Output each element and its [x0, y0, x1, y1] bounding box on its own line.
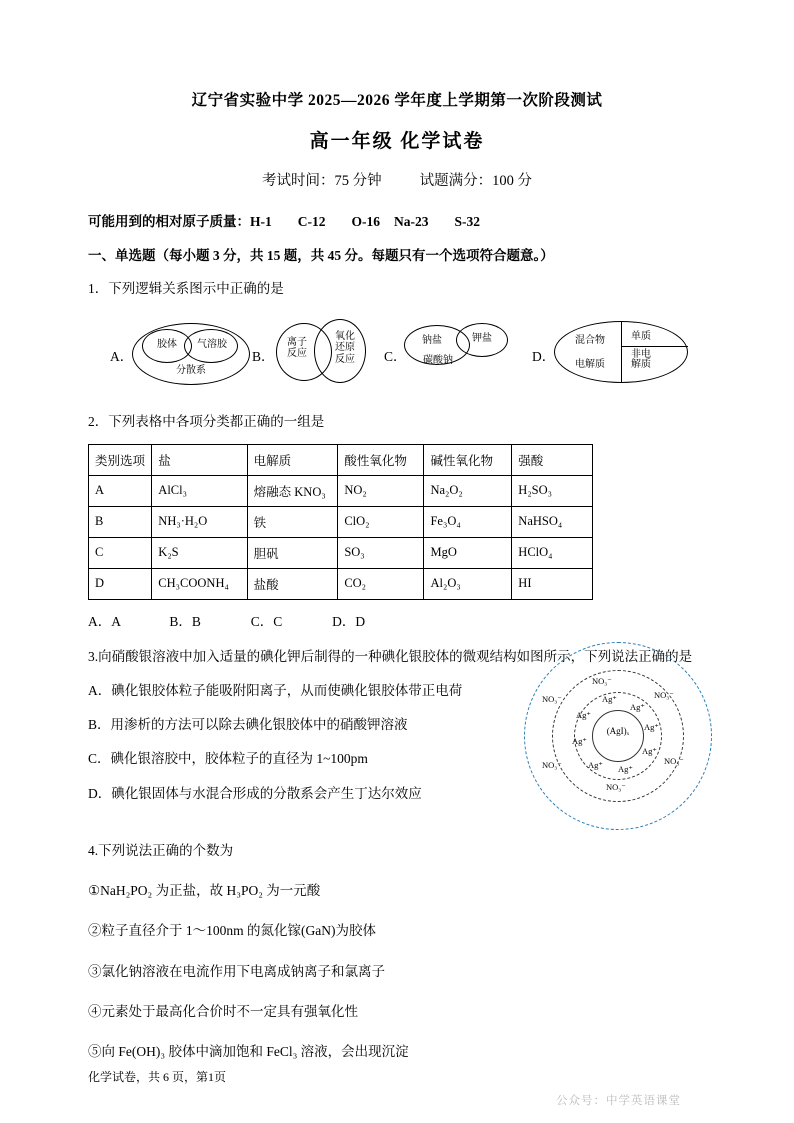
table-row	[89, 568, 593, 599]
q1-a-text-3: 分散系	[176, 364, 206, 376]
q3-option-d: D．碘化银固体与水混合形成的分散系会产生丁达尔效应	[88, 785, 422, 801]
ion-ag: Ag⁺	[644, 721, 659, 732]
question-1-stem: 1．下列逻辑关系图示中正确的是	[88, 281, 284, 296]
section-1-heading: 一、单选题（每小题 3 分，共 15 题，共 45 分。每题只有一个选项符合题意。）	[88, 248, 554, 263]
q1-d-text-2: 电解质	[575, 358, 605, 370]
ion-ag: Ag⁺	[588, 759, 603, 770]
table-cell: 铁	[247, 506, 338, 537]
table-header-cell: 强酸	[512, 444, 593, 475]
question-2-stem: 2．下列表格中各项分类都正确的一组是	[88, 413, 325, 429]
q1-choice-b-label: B．	[252, 348, 275, 364]
colloid-core	[592, 710, 644, 762]
table-header-cell: 盐	[152, 444, 247, 475]
exam-meta	[88, 169, 706, 190]
q1-c-text-1: 钠盐	[422, 334, 442, 346]
table-cell: HI	[512, 568, 593, 599]
q1-b-text-1: 离子反应	[287, 336, 307, 360]
colloid-structure-figure	[518, 636, 718, 836]
q2-option-b: B．B	[169, 613, 201, 629]
atomic-mass-c: C-12	[297, 214, 326, 229]
question-4-stem: 4.下列说法正确的个数为	[88, 843, 234, 858]
ion-ag: Ag⁺	[576, 709, 591, 720]
q1-choice-d	[532, 311, 692, 397]
q1-a-text-2: 气溶胶	[197, 338, 227, 350]
question-1-figure	[88, 311, 706, 397]
atomic-mass-label: 可能用到的相对原子质量：	[88, 214, 250, 229]
q1-d-divider	[621, 322, 622, 382]
table-row	[89, 475, 593, 506]
q1-choice-c	[384, 311, 530, 397]
q4-item-4: ④元素处于最高化合价时不一定具有强氧化性	[88, 1003, 358, 1019]
table-cell: Fe₃O₄	[424, 506, 512, 537]
q1-choice-c-label: C．	[384, 348, 407, 364]
ion-no3: NO₃⁻	[542, 693, 562, 704]
atomic-mass-h: H-1	[250, 214, 272, 229]
table-cell: NO₂	[338, 475, 424, 506]
q4-item-5: ⑤向 Fe(OH)₃ 胶体中滴加饱和 FeCl₃ 溶液，会出现沉淀	[88, 1044, 409, 1060]
colloid-core-label: (AgI)ₓ	[606, 725, 630, 736]
table-cell: B	[89, 506, 152, 537]
table-header-cell: 电解质	[247, 444, 338, 475]
question-2-table	[88, 444, 593, 600]
table-cell: 胆矾	[247, 537, 338, 568]
q1-d-text-1: 混合物	[575, 334, 605, 346]
q1-a-text-1: 胶体	[157, 338, 177, 350]
table-cell: HClO₄	[512, 537, 593, 568]
table-header-cell: 碱性氧化物	[424, 444, 512, 475]
q1-d-text-3: 单质	[631, 330, 651, 342]
q1-c-text-2: 钾盐	[472, 332, 492, 344]
table-cell: NaHSO₄	[512, 506, 593, 537]
q4-item-3: ③氯化钠溶液在电流作用下电离成钠离子和氯离子	[88, 963, 385, 979]
table-cell: NH₃·H₂O	[152, 506, 247, 537]
q2-option-d: D．D	[332, 613, 366, 629]
watermark: 公众号：中学英语课堂	[556, 1095, 681, 1107]
q3-option-c: C．碘化银溶胶中，胶体粒子的直径为 1~100pm	[88, 751, 368, 767]
table-cell: A	[89, 475, 152, 506]
table-cell: Na₂O₂	[424, 475, 512, 506]
q4-item-2: ②粒子直径介于 1～100nm 的氮化镓(GaN)为胶体	[88, 923, 376, 939]
ion-ag: Ag⁺	[618, 763, 633, 774]
question-3-options	[88, 679, 508, 806]
table-cell: AlCl₃	[152, 475, 247, 506]
table-cell: Al₂O₃	[424, 568, 512, 599]
exam-duration: 考试时间：75 分钟	[262, 173, 382, 189]
q1-b-text-2: 氧化还原反应	[335, 330, 355, 365]
ion-no3: NO₃⁻	[664, 755, 684, 766]
ion-no3: NO₃⁻	[606, 781, 626, 792]
table-row	[89, 537, 593, 568]
ion-no3: NO₃⁻	[654, 689, 674, 700]
q1-d-text-4: 非电解质	[631, 348, 651, 371]
ion-no3: NO₃⁻	[592, 675, 612, 686]
q3-option-a: A．碘化银胶体粒子能吸附阳离子，从而使碘化银胶体带正电荷	[88, 682, 463, 698]
q1-d-divider-2	[622, 346, 688, 347]
table-cell: CO₂	[338, 568, 424, 599]
exam-total-score: 试题满分：100 分	[419, 173, 532, 189]
q2-option-c: C．C	[250, 613, 283, 629]
table-cell: CH₃COONH₄	[152, 568, 247, 599]
atomic-mass-na: Na-23	[394, 214, 429, 229]
table-cell: ClO₂	[338, 506, 424, 537]
ion-no3: NO₃⁻	[542, 759, 562, 770]
table-cell: C	[89, 537, 152, 568]
table-cell: K₂S	[152, 537, 247, 568]
question-3-stem: 3.向硝酸银溶液中加入适量的碘化钾后制得的一种碘化银胶体的微观结构如图所示，下列说法正确的是	[88, 648, 693, 664]
q1-choice-b	[252, 311, 382, 397]
q1-choice-d-label: D．	[532, 348, 556, 364]
q1-choice-a-label: A．	[110, 348, 134, 364]
table-header-cell: 酸性氧化物	[338, 444, 424, 475]
page-content	[88, 88, 706, 1064]
table-cell: 熔融态 KNO₃	[247, 475, 338, 506]
table-cell: 盐酸	[247, 568, 338, 599]
q1-choice-a	[110, 311, 250, 397]
table-header-row	[89, 444, 593, 475]
ion-ag: Ag⁺	[630, 701, 645, 712]
table-row	[89, 506, 593, 537]
atomic-mass-s: S-32	[454, 214, 481, 229]
table-cell: D	[89, 568, 152, 599]
ion-ag: Ag⁺	[602, 693, 617, 704]
page-footer: 化学试卷，共 6 页，第1页	[88, 1070, 227, 1084]
atomic-mass-o: O-16	[351, 214, 380, 229]
question-3	[88, 646, 706, 806]
q3-option-b: B．用渗析的方法可以除去碘化银胶体中的硝酸钾溶液	[88, 717, 408, 733]
grade-subject-title: 高一年级 化学试卷	[309, 131, 485, 152]
q4-item-1: ①NaH₂PO₂ 为正盐，故 H₃PO₂ 为一元酸	[88, 882, 321, 898]
table-cell: H₂SO₃	[512, 475, 593, 506]
question-2-options	[88, 610, 706, 630]
q1-c-text-3: 碳酸钠	[423, 354, 453, 366]
atomic-mass-line	[88, 210, 706, 230]
page-title: 辽宁省实验中学 2025—2026 学年度上学期第一次阶段测试	[191, 92, 603, 109]
ion-ag: Ag⁺	[642, 745, 657, 756]
table-cell: SO₃	[338, 537, 424, 568]
table-header-cell: 类别选项	[89, 444, 152, 475]
ion-ag: Ag⁺	[572, 735, 587, 746]
q2-option-a: A．A	[88, 613, 121, 629]
table-cell: MgO	[424, 537, 512, 568]
